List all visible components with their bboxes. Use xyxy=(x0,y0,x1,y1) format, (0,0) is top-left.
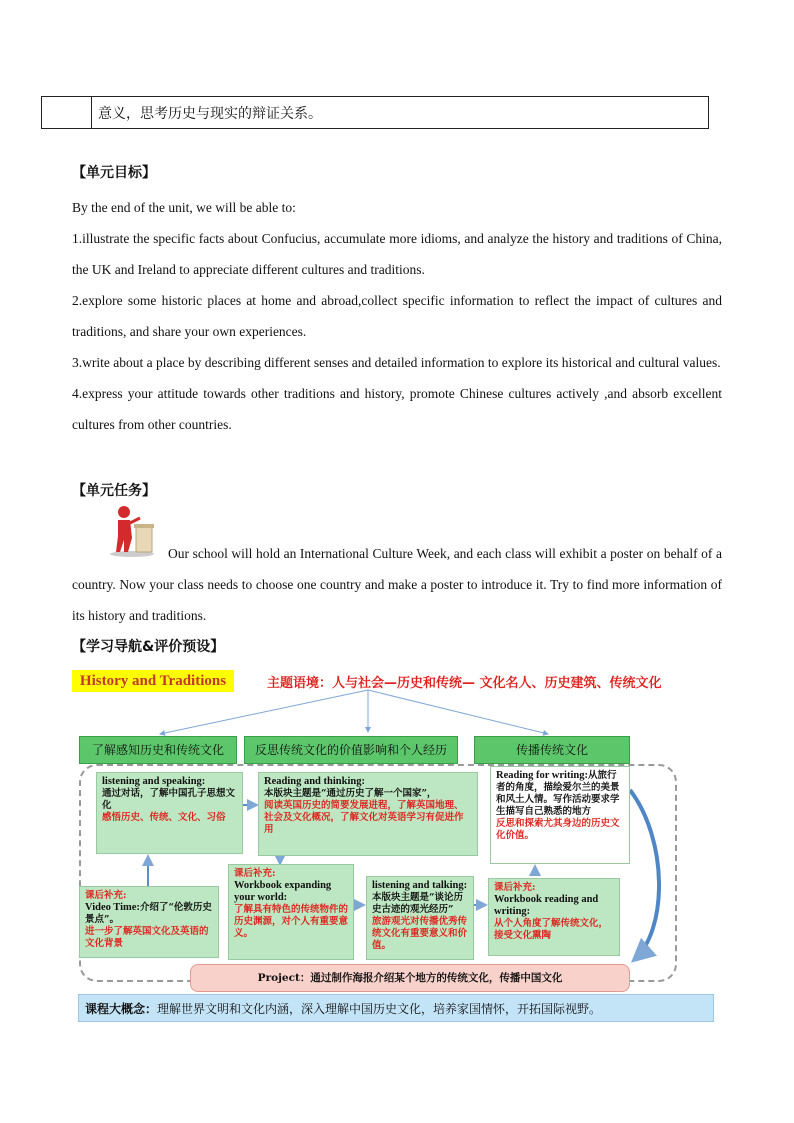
unit-task-heading: 【单元任务】 xyxy=(72,483,156,499)
box-red-text: 反思和探索尤其身边的历史文化价值。 xyxy=(496,818,620,841)
unit-goals-heading: 【单元目标】 xyxy=(72,165,156,181)
diagram-title: History and Traditions xyxy=(72,670,234,692)
guide-heading: 【学习导航&评价预设】 xyxy=(72,639,225,655)
box-title: Workbook expanding your world: xyxy=(234,880,332,903)
listening-speaking-box xyxy=(96,772,243,854)
concept-text: 理解世界文明和文化内涵，深入理解中国历史文化，培养家国情怀，开拓国际视野。 xyxy=(157,1002,602,1016)
section-header-3: 传播传统文化 xyxy=(474,736,630,764)
box-title: listening and speaking: xyxy=(102,776,206,787)
box-body: 通过对话，了解中国孔子思想文化 xyxy=(102,788,236,811)
unit-task-text: Our school will hold an International Culture Week, and each class will exhibit a poster on behalf of a country. Now your class needs to choose one country and make a poster to introduce it. Try to find more information of its history and traditions. xyxy=(72,546,722,623)
box-body: 介绍了“伦敦历史景点”。 xyxy=(85,902,212,925)
box-red-text: 从个人角度了解传统文化，接受文化熏陶 xyxy=(494,918,609,941)
box-label: 课后补充: xyxy=(234,868,276,879)
box-body: 从旅行者的角度，描绘爱尔兰的美景和风土人情。写作活动要求学生描写自己熟悉的地方 xyxy=(496,770,620,817)
table-cell-text: 意义，思考历史与现实的辩证关系。 xyxy=(98,106,322,122)
section-header-1: 了解感知历史和传统文化 xyxy=(79,736,237,764)
box-red-text: 阅读英国历史的简要发展进程，了解英国地理、社会及文化概况，了解文化对英语学习有促进作用 xyxy=(264,800,464,835)
goal-item: 2.explore some historic places at home and abroad,collect specific information to reflect the impact of cultures and traditions, and share your own experiences. xyxy=(72,293,722,339)
box-title: Reading and thinking: xyxy=(264,776,365,787)
goals-intro: By the end of the unit, we will be able to: xyxy=(72,200,296,215)
box-red-text: 感悟历史、传统、文化、习俗 xyxy=(102,812,226,823)
box-body: 本版块主题是“谈论历史古迹的观光经历” xyxy=(372,892,463,915)
box-label: 课后补充: xyxy=(85,890,127,901)
box-red-text: 进一步了解英国文化及英语的文化背景 xyxy=(85,926,209,949)
box-title: Workbook reading and writing: xyxy=(494,894,599,917)
goal-item: 3.write about a place by describing different senses and detailed information to explore its historical and cultural values. xyxy=(72,355,721,370)
goal-item: 1.illustrate the specific facts about Confucius, accumulate more idioms, and analyze the history and traditions of China, the UK and Ireland to appreciate different cultures and traditions. xyxy=(72,231,722,277)
goal-item: 4.express your attitude towards other traditions and history, promote Chinese cultures actively ,and absorb excellent cultures from other countries. xyxy=(72,386,722,432)
box-red-text: 了解具有特色的传统物件的历史渊源，对个人有重要意义。 xyxy=(234,904,349,939)
workbook-expanding-box xyxy=(228,864,354,960)
box-label: 课后补充: xyxy=(494,882,536,893)
box-title: listening and talking: xyxy=(372,880,468,891)
box-title: Video Time: xyxy=(85,902,140,913)
concept-label: 课程大概念： xyxy=(85,1002,158,1016)
video-time-box xyxy=(79,886,219,958)
box-red-text: 旅游观光对传播优秀传统文化有重要意义和价值。 xyxy=(372,916,468,951)
course-concept xyxy=(78,994,714,1022)
workbook-reading-writing-box xyxy=(488,878,620,956)
reading-thinking-box xyxy=(258,772,478,856)
project-banner: Project：通过制作海报介绍某个地方的传统文化，传播中国文化 xyxy=(190,964,630,992)
section-header-2: 反思传统文化的价值影响和个人经历 xyxy=(244,736,458,764)
reading-writing-box xyxy=(490,766,630,864)
theme-context: 主题语境：人与社会—历史和传统— 文化名人、历史建筑、传统文化 xyxy=(267,676,662,691)
listening-talking-box xyxy=(366,876,474,960)
box-title: Reading for writing: xyxy=(496,770,588,781)
box-body: 本版块主题是“通过历史了解一个国家”， xyxy=(264,788,437,799)
